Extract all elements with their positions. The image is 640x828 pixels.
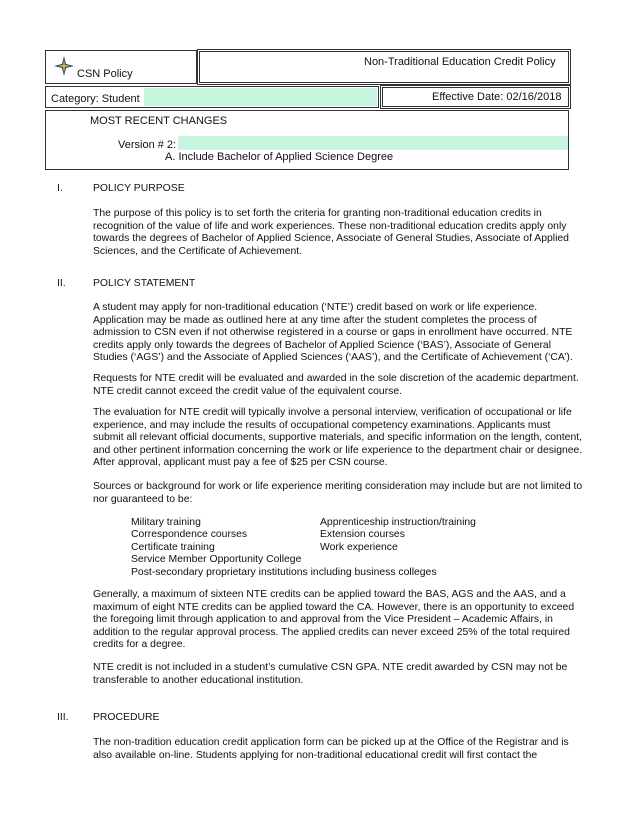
sources-row <box>131 554 476 566</box>
recent-changes-heading: MOST RECENT CHANGES <box>90 115 228 127</box>
source-item: Certificate training <box>131 541 215 553</box>
source-item: Work experience <box>320 541 398 553</box>
policy-title: Non-Traditional Education Credit Policy <box>364 56 556 68</box>
section-1-number: I. <box>57 183 63 194</box>
effective-date: Effective Date: 02/16/2018 <box>432 91 562 103</box>
version-highlight <box>178 136 568 150</box>
section-1-paragraph: The purpose of this policy is to set forth the criteria for granting non-traditional education credits in recognition of the value of life and work experiences. These non-traditional education credits apply only towards the degrees of Bachelor of Applied Science, Associate of General Studies, Associate of Applied Sciences, and the Certificate of Achievement. <box>93 208 569 257</box>
change-item: A. Include Bachelor of Applied Science Degree <box>165 151 394 163</box>
sources-row <box>131 529 476 541</box>
section-3-number: III. <box>57 712 69 723</box>
section-2-paragraph-5: NTE credit is not included in a student’s cumulative CSN GPA. NTE credit awarded by CSN may not be transferable to another educational institution. <box>93 662 568 686</box>
section-2-title: POLICY STATEMENT <box>93 278 196 289</box>
section-2-paragraph-3: Sources or background for work or life experience meriting consideration may include but are not limited to nor guaranteed to be: <box>93 481 583 505</box>
section-3-paragraph: The non-tradition education credit application form can be picked up at the Office of the Registrar and is also available on-line. Students applying for non-traditional educational credit will first contact the <box>93 737 569 761</box>
sources-list <box>131 517 476 579</box>
section-3-title: PROCEDURE <box>93 712 160 723</box>
csn-logo-icon <box>53 55 75 77</box>
section-2-paragraph-2: The evaluation for NTE credit will typically involve a personal interview, verification of occupational or life experience, and may include the results of occupational competency examinations. Applicants must submit all relevant official documents, supportive materials, and specific information on the length, content, and other pertinent information concerning the work or life experience to the department chair or designee. After approval, applicant must pay a fee of $25 per CSN course. <box>93 407 583 469</box>
source-item: Military training <box>131 517 201 528</box>
source-item: Post-secondary proprietary institutions including business colleges <box>131 566 437 578</box>
source-item: Extension courses <box>320 529 405 541</box>
sources-row <box>131 567 476 579</box>
section-2-paragraph-1b: Requests for NTE credit will be evaluated and awarded in the sole discretion of the academic department. NTE credit cannot exceed the credit value of the equivalent course. <box>93 373 579 397</box>
logo-text: CSN Policy <box>77 68 133 80</box>
source-item: Service Member Opportunity College <box>131 554 302 566</box>
section-2-number: II. <box>57 278 66 289</box>
section-1-title: POLICY PURPOSE <box>93 183 185 194</box>
sources-row <box>131 542 476 554</box>
sources-row <box>131 517 476 529</box>
version-label: Version # 2: <box>118 139 177 151</box>
section-2-paragraph-4: Generally, a maximum of sixteen NTE credits can be applied toward the BAS, AGS and the AAS, and a maximum of eight NTE credits can be applied toward the CA. However, there is an opportunity to exceed the foregoing limit through application to and approval from the Vice President – Academic Affairs, in addition to the regular approval process. The applied credits can never exceed 25% of the total required credits for a degree. <box>93 589 575 651</box>
category-highlight <box>144 88 377 106</box>
source-item: Apprenticeship instruction/training <box>320 517 476 528</box>
source-item: Correspondence courses <box>131 529 248 541</box>
section-2-paragraph-1: A student may apply for non-traditional education (‘NTE’) credit based on work or life experience. Application may be made as outlined here at any time after the student completes the process of admission to CSN even if not otherwise registered in a course or gaps in enrollment have occurred. NTE credits apply only towards the degrees of Bachelor of Applied Science (‘BAS’), Associate of General Studies (‘AGS’) and the Associate of Applied Sciences (‘AAS’), and the Certificate of Achievement (‘CA’). <box>93 302 573 364</box>
category-label: Category: Student <box>51 93 140 105</box>
